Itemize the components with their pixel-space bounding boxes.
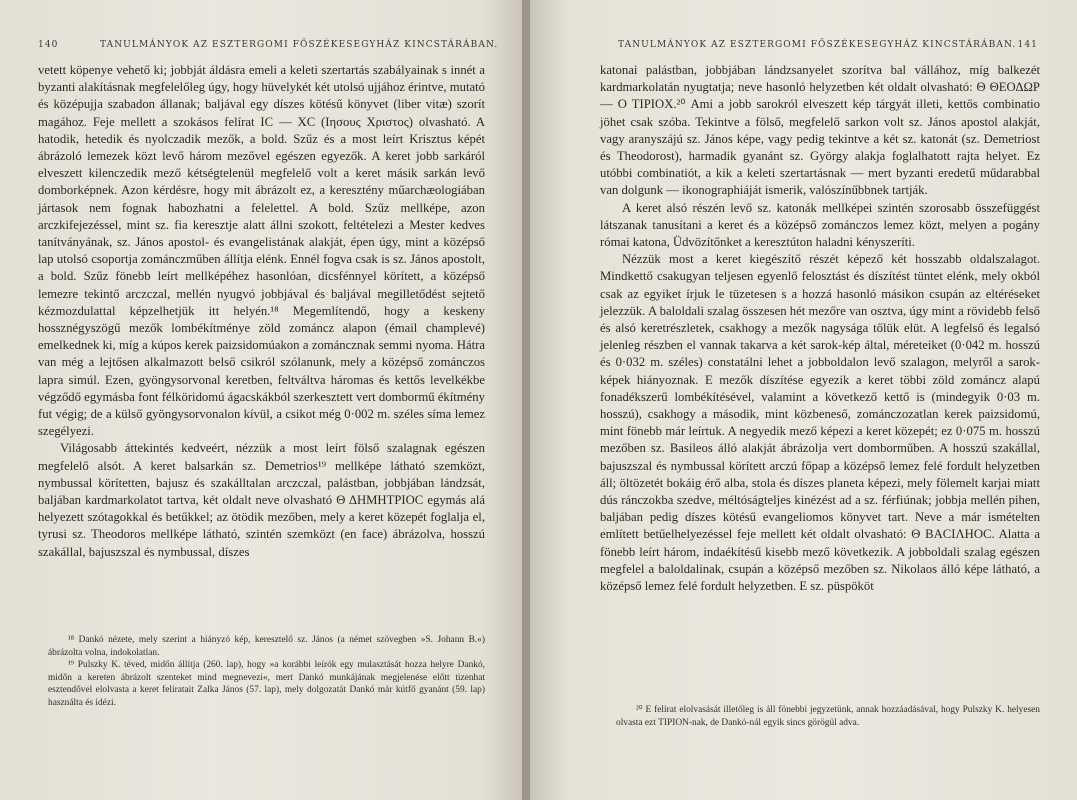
footnote: ¹⁸ Dankó nézete, mely szerint a hiányzó kép, keresztelő sz. János (a német szövegben »S. Johann B.«) ábrázolta volna, indokolatlan.: [48, 635, 485, 658]
right-page-footnotes: [616, 704, 1040, 729]
paragraph: katonai palástban, jobbjában lándzsanyelet szorítva bal vállához, míg balkezét kardmarkolatán nyugtatja; neve hasonló helyzetben két oldalt olvasható: Θ ΘΕΟΔΩΡ — Ο ΤΙΡΙΟΧ.²⁰ Ami a jobb sarokról elveszett kép tárgyát illeti, kettős combinatio jöhet csak szóba. Tekintve a fölső, megfelelő sarkon volt sz. János apostol alakját, vagy aranyszájú sz. János képe, vagy pedig tekintve a két sz. katonát (sz. Demetriost és Theodorost), harmadik gyanánt sz. György alakja foglalhatott rajta helyet. Ez utóbbi combinatiót, a kik a keleti szertartásnak — mert byzanti eredetű műdarabbal van dolgunk — ikonographiáját ismerik, valószínűbbnek tartják.: [600, 63, 1040, 198]
right-page-header: [618, 40, 1038, 54]
left-page-body: [38, 62, 485, 561]
left-page: [0, 0, 524, 800]
paragraph: Nézzük most a keret kiegészítő részét képező két hosszabb oldalszalagot. Mindkettő csakugyan teljesen egyenlő felosztást és díszítést tüntet elénk, mely okból csak az egyiket írjuk le tüzetesen s a hozzá hasonló másikon csupán az eltéréseket jelezzük. A baloldali szalag összesen hét mezőre van osztva, úgy mint a rövidebb felső és alsó keretrészletek, csakhogy a mezők nagysága tőlük elüt. A legfelső és legalsó jelenleg részben el vannak takarva a két sarok-kép által, méreteiket (0·042 m. hosszú és 0·032 m. széles) constatálni lehet a jobboldalon levő szalagon, melyről a sarok-képek hiányoznak. E mezők díszítése egyezik a keret többi zöld zománcz alapú fonadékszerű lombékítésével, valamint a következő kettő is (mindegyik 0·03 m. hosszú), csakhogy a második, mint közbeneső, zománczozatlan kerek paizsidomú, mint fönebb már leírtuk. A negyedik mező képezi a keret közepét; ez 0·075 m. hosszú mezőben sz. Basileos álló alakját ábrázolja vert domborműben. A hosszú szakállal, bajuszszal és nymbussal körített arczú főpap a középső lemez felé fordult helyzetben áll; öltözetét bokáig érő alba, stola és díszes planeta képezi, mely fölemelt karjai miatt dús ránczokba szedve, méltóságteljes kinézést ad a sz. férfiúnak; jobbja mellén pihen, baljában pedig díszes kötésű evangeliomos könyvet tart. Neve a már ismételten említett betűelhelyezéssel feje mellett két oldalt olvasható: Θ ΒΑCΙΛΗΟC. Alatta a fönebb leírt három, indaékítésű kisebb mező következik. A jobboldali szalag egészen megfelel a baloldalinak, csupán a középső mezőben sz. Nikolaos álló képe látható, a középső lemez felé fordult helyzetben. E sz. püspököt: [600, 252, 1040, 594]
paragraph: Világosabb áttekintés kedveért, nézzük a most leírt fölső szalagnak egészen megfelelő alsót. A keret balsarkán sz. Demetrios¹⁹ mellképe látható szemközt, nymbussal körítetten, bajusz és szakálltalan arczczal, palástban, jobbjában lándzsát, baljában kardmarkolatot tartva, két oldalt neve olvasható Θ ΔΗΜΗΤΡΙΟC egymás alá helyezett szótagokkal és betűkkel; az ötödik mezőben, mely a keret közepét foglalja el, tyrusi sz. Theodoros mellképe látható, szintén szemközt (en face) ábrázolva, hosszú szakállal, bajuszszal és nymbussal, díszes: [38, 441, 485, 559]
right-page-body: [600, 62, 1040, 595]
page-number: 140: [38, 40, 59, 50]
footnote: ¹⁹ Pulszky K. téved, midőn állítja (260. lap), hogy »a korábbi leírók egy mulasztását hozza helyre Dankó, midőn a kereten ábrázolt szenteket mind megnevezi«, mert Dankó munkájának megjelenése előtt tizenhat esztendővel elolvasta a keret felíratait Zalka János (57. lap), mely dolgozatát Dankó már kútfő gyanánt (59. lap) használta és idézi.: [48, 660, 485, 708]
paragraph: A keret alsó részén levő sz. katonák mellképei szintén szorosabb összefüggést látszanak tanusítani a keret és a középső zománczos lemez közt, melyen a pogány római katona, Üdvözítőnket a keresztúton haladni kényszeríti.: [600, 200, 1040, 250]
footnote: ²⁰ E felírat elolvasását illetőleg is áll fönebbi jegyzetünk, annak hozzáadásával, hogy Pulszky K. helyesen olvasta ezt ΤΙΡΙΟΝ-nak, de Dankó-nál egyik sincs görögül adva.: [616, 705, 1040, 728]
paragraph: vetett köpenye vehető ki; jobbját áldásra emeli a keleti szertartás szabályainak s innét a byzanti alakításnak megfelelőleg úgy, hogy hüvelykét két utolsó ujjához érintve, mutató és középujja szabadon állanak; baljával egy díszes kötésű könyvet (liber vitæ) szorít magához. Feje mellett a szokásos felírat IC — XC (Ιησους Χριστος) olvasható. A hatodik, hetedik és nyolczadik mezők, a bold. Szűz és a most leírt Krisztus képét ábrázoló lemezek közt levő három mezővel egészen egyezők. A keret jobb sarkáról elveszett kilenczedik mező kétségtelenül megfelelő volt a keret másik sarkán levő domborképnek. Azon kérdésre, hogy mit ábrázolt ez, a keresztény műarchæologiában jártasok nem fognak habozhatni a felelettel. A bold. Szűz mellképe, azon arczkifejezéssel, mint sz. fia keresztje alatt állni szokott, feltételezi a Mester kedves tanítványának, sz. János apostol- és evangelistának alakját, épen úgy, mint a középső lap utolsó csoportja zománczműben állítja elénk. Ennél fogva csak is sz. János apostolt, a bold. Szűz fönebb leírt mellképéhez hasonlóan, dicsfénnyel körített, a középső lemezre tekintő arczczal, mellén nyugvó jobbjával és baljával megilletődést sejtető kézmozdulattal képzelhetjük itt helyén.¹⁸ Megemlítendő, hogy a keskeny hossznégyszögű mezők lombékítménye zöld zománcz alapon (émail champlevé) emelkednek ki, míg a kúpos kerek paizsidomúakon a zománcznak semmi nyoma. Hátra van még a lejtősen alkalmazott belső csikról szólanunk, mely a középső zománczos lapra simúl. Ezen, gyöngysorvonal keretben, feltváltva háromas és kettős levelkékbe végződő egymásba font félköridomú ágacskákból szerkesztett vert dombormű ékítmény fut végig; de a külső gyöngysorvonalon kívül, a csikot még 0·002 m. széles síma lemez szegélyezi.: [38, 63, 485, 439]
running-head: TANULMÁNYOK AZ ESZTERGOMI FŐSZÉKESEGYHÁZ KINCSTÁRÁBAN.: [618, 40, 1017, 50]
page-number: 141: [1017, 40, 1038, 50]
right-page: [530, 0, 1077, 800]
left-page-header: [38, 40, 499, 54]
running-head: TANULMÁNYOK AZ ESZTERGOMI FŐSZÉKESEGYHÁZ KINCSTÁRÁBAN.: [100, 40, 499, 50]
left-page-footnotes: [48, 634, 485, 710]
